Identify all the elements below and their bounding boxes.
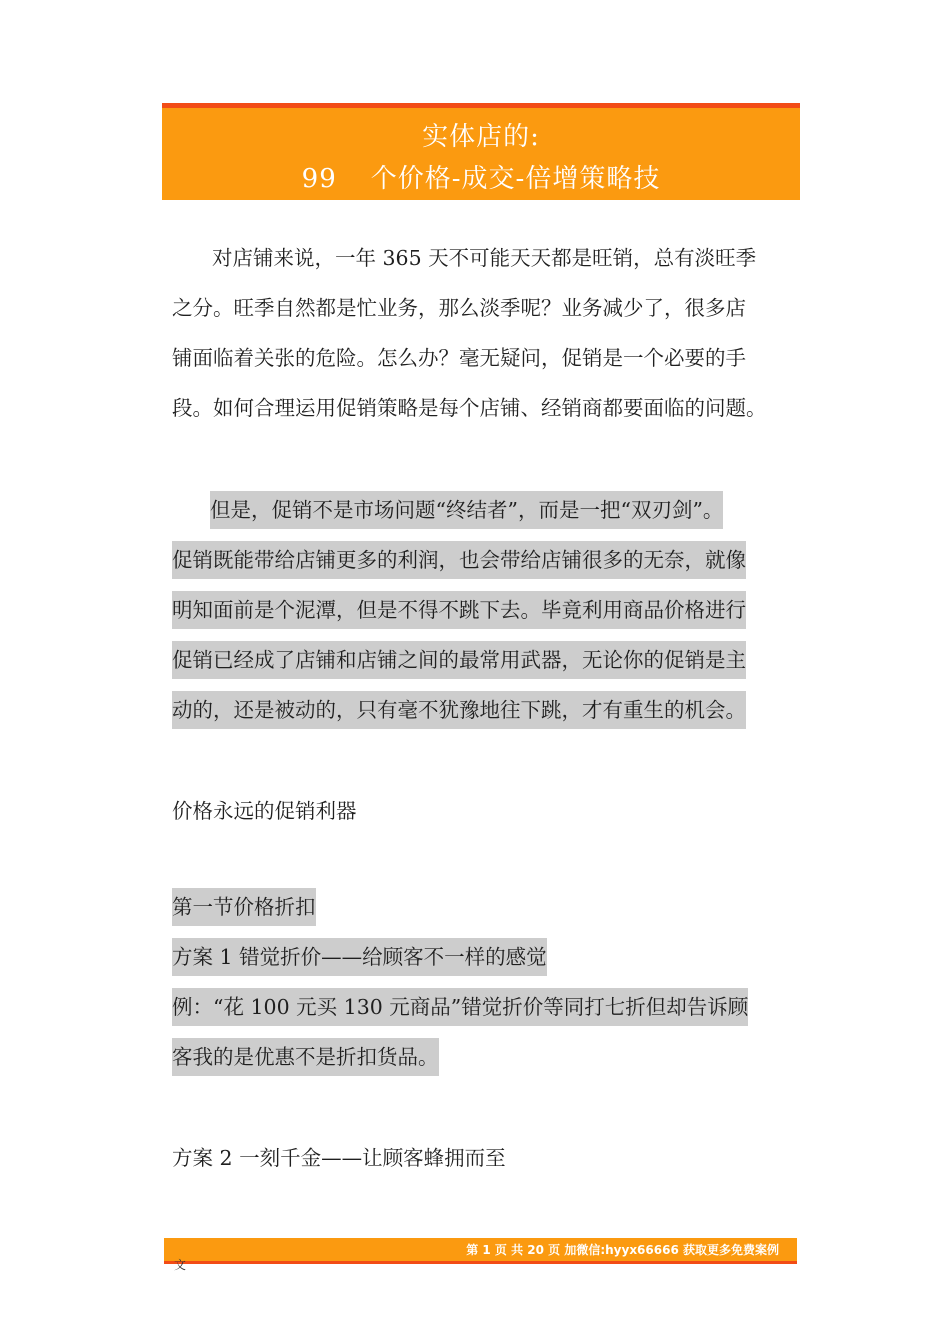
example-line: 例：“花 100 元买 130 元商品”错觉折价等同打七折但却告诉顾 — [172, 988, 748, 1026]
highlight-line: 但是，促销不是市场问题“终结者”，而是一把“双刃剑”。 — [210, 491, 723, 529]
highlight-line: 动的，还是被动的，只有毫不犹豫地往下跳，才有重生的机会。 — [172, 691, 746, 729]
section-1 — [172, 882, 802, 1082]
section-1-title: 第一节价格折扣 — [172, 888, 316, 926]
title-text: 个价格-成交-倍增策略技 — [370, 164, 661, 194]
page-footer: 第 1 页 共 20 页 加微信:hyyx66666 获取更多免费案例 — [164, 1238, 797, 1264]
intro-paragraph — [172, 233, 802, 433]
intro-line: 之分。旺季自然都是忙业务，那么淡季呢？业务减少了，很多店 — [172, 296, 746, 320]
title-number: 99 — [301, 164, 337, 194]
intro-line: 对店铺来说，一年 365 天不可能天天都是旺销，总有淡旺季 — [212, 246, 757, 270]
title-line-2 — [162, 158, 800, 195]
section-heading: 价格永远的促销利器 — [172, 799, 357, 823]
footer-mark: 文 — [174, 1258, 187, 1272]
plan-1-heading: 方案 1 错觉折价——给顾客不一样的感觉 — [172, 938, 547, 976]
title-line-1: 实体店的: — [422, 122, 540, 152]
title-banner — [162, 103, 800, 200]
highlight-paragraph — [172, 485, 802, 735]
plan-2-heading: 方案 2 一刻千金——让顾客蜂拥而至 — [172, 1146, 506, 1170]
intro-line: 铺面临着关张的危险。怎么办？毫无疑问，促销是一个必要的手 — [172, 346, 746, 370]
highlight-line: 明知面前是个泥潭，但是不得不跳下去。毕竟利用商品价格进行 — [172, 591, 746, 629]
highlight-line: 促销已经成了店铺和店铺之间的最常用武器，无论你的促销是主 — [172, 641, 746, 679]
highlight-line: 促销既能带给店铺更多的利润，也会带给店铺很多的无奈，就像 — [172, 541, 746, 579]
intro-line: 段。如何合理运用促销策略是每个店铺、经销商都要面临的问题。 — [172, 396, 767, 420]
example-line: 客我的是优惠不是折扣货品。 — [172, 1038, 439, 1076]
